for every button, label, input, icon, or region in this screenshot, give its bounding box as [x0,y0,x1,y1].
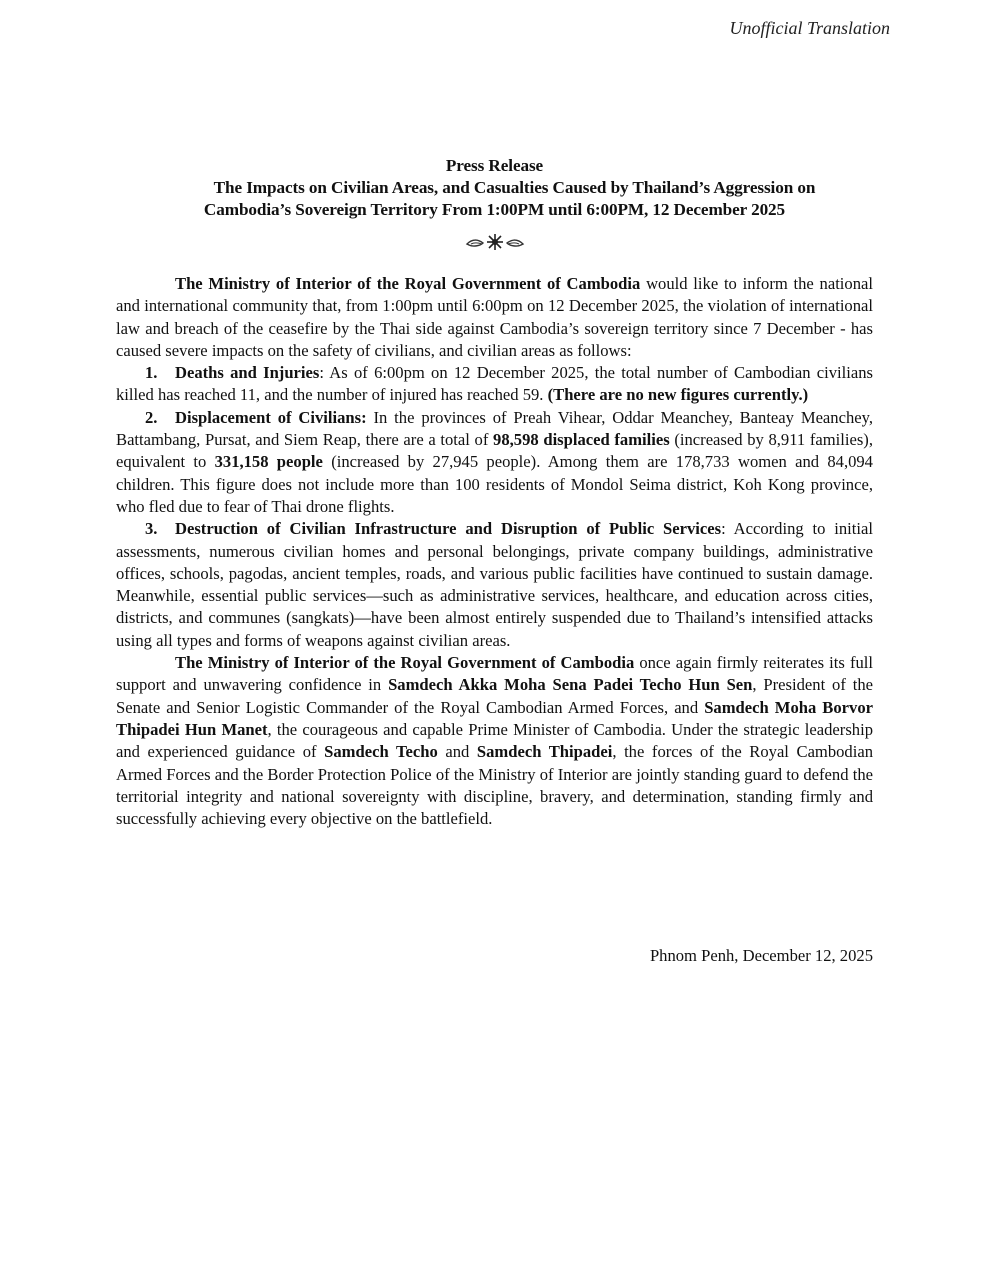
item-text: : According to initial assessments, numerous civilian homes and personal belongings, private company buildings, administrative offices, schools, pagodas, ancient temples, roads, and various public facilities have continued to sustain damage. Meanwhile, essential public services—such as administrative services, healthcare, and education across cities, districts, and communes (sangkats)—have been almost entirely suspended due to Thailand’s intensified attacks using all types and forms of weapons against civilian areas. [116,519,873,650]
place-date-signoff: Phnom Penh, December 12, 2025 [649,946,873,965]
item-number: 2. [145,407,158,427]
item-heading: Deaths and Injuries [175,363,320,383]
item-text: : As of 6:00pm on 12 December 2025, the total number of Cambodian civilians killed has reached 11, and the number of injured has reached 59. [116,363,873,405]
displaced-families-figure: 98,598 displaced families [493,430,670,450]
item-heading: Destruction of Civilian Infrastructure and Disruption of Public Services [175,519,722,539]
closing-text: , President of the Senate and Senior Logistic Commander of the Royal Cambodian Armed Forces, and [116,675,873,717]
press-release-label: Press Release [445,156,544,175]
document-title-line-1: The Impacts on Civilian Areas, and Casualties Caused by Thailand’s Aggression on [213,178,816,197]
unofficial-translation-note: Unofficial Translation [729,18,890,38]
intro-bold-lead: The Ministry of Interior of the Royal Government of Cambodia [175,274,641,293]
intro-text: would like to inform the national and international community that, from 1:00pm until 6:00pm on 12 December 2025, the violation of international law and breach of the ceasefire by the Thai side against Cambodia’s sovereign territory since 7 December - has caused severe impacts on the safety of civilians, and civilian areas as follows: [116,274,873,360]
item-heading: Displacement of Civilians: [175,407,367,427]
closing-bold: The Ministry of Interior of the Royal Government of Cambodia [175,653,635,673]
item-displacement [116,407,873,518]
closing-bold: Samdech Thipadei [476,742,613,762]
closing-text: , the courageous and capable Prime Minister of Cambodia. Under the strategic leadership and experienced guidance of [116,719,873,762]
document-body [116,273,873,830]
document-title-line-2: Cambodia’s Sovereign Territory From 1:00PM until 6:00PM, 12 December 2025 [203,200,786,219]
item-number: 1. [145,363,158,383]
displaced-people-figure: 331,158 people [214,452,323,472]
intro-paragraph [116,273,873,362]
closing-bold: Samdech Moha Borvor Thipadei Hun Manet [116,697,873,739]
closing-bold: Samdech Techo [324,742,438,762]
item-bold-tail: (There are no new figures currently.) [547,385,809,405]
item-text: In the provinces of Preah Vihear, Oddar Meanchey, Banteay Meanchey, Battambang, Pursat, and Siem Reap, there are a total of [116,407,873,450]
item-infrastructure [116,518,873,652]
item-number: 3. [145,519,158,539]
closing-text: once again firmly reiterates its full support and unwavering confidence in [116,653,873,695]
floral-ornament-icon [463,232,527,252]
closing-text: , the forces of the Royal Cambodian Armed Forces and the Border Protection Police of the Ministry of Interior are jointly standing guard to defend the territorial integrity and national sovereignty with discipline, bravery, and determination, standing firmly and successfully achieving every objective on the battlefield. [116,742,873,829]
item-deaths-injuries [116,362,873,407]
item-text: (increased by 27,945 people). Among them are 178,733 women and 84,094 children. This figure does not include more than 100 residents of Mondol Seima district, Koh Kong province, who fled due to fear of Thai drone flights. [116,452,873,516]
closing-paragraph [116,652,873,830]
closing-bold: Samdech Akka Moha Sena Padei Techo Hun Sen [388,675,753,695]
press-release-heading [116,155,873,221]
closing-text: and [437,742,477,762]
item-text: (increased by 8,911 families), equivalent to [116,430,873,472]
